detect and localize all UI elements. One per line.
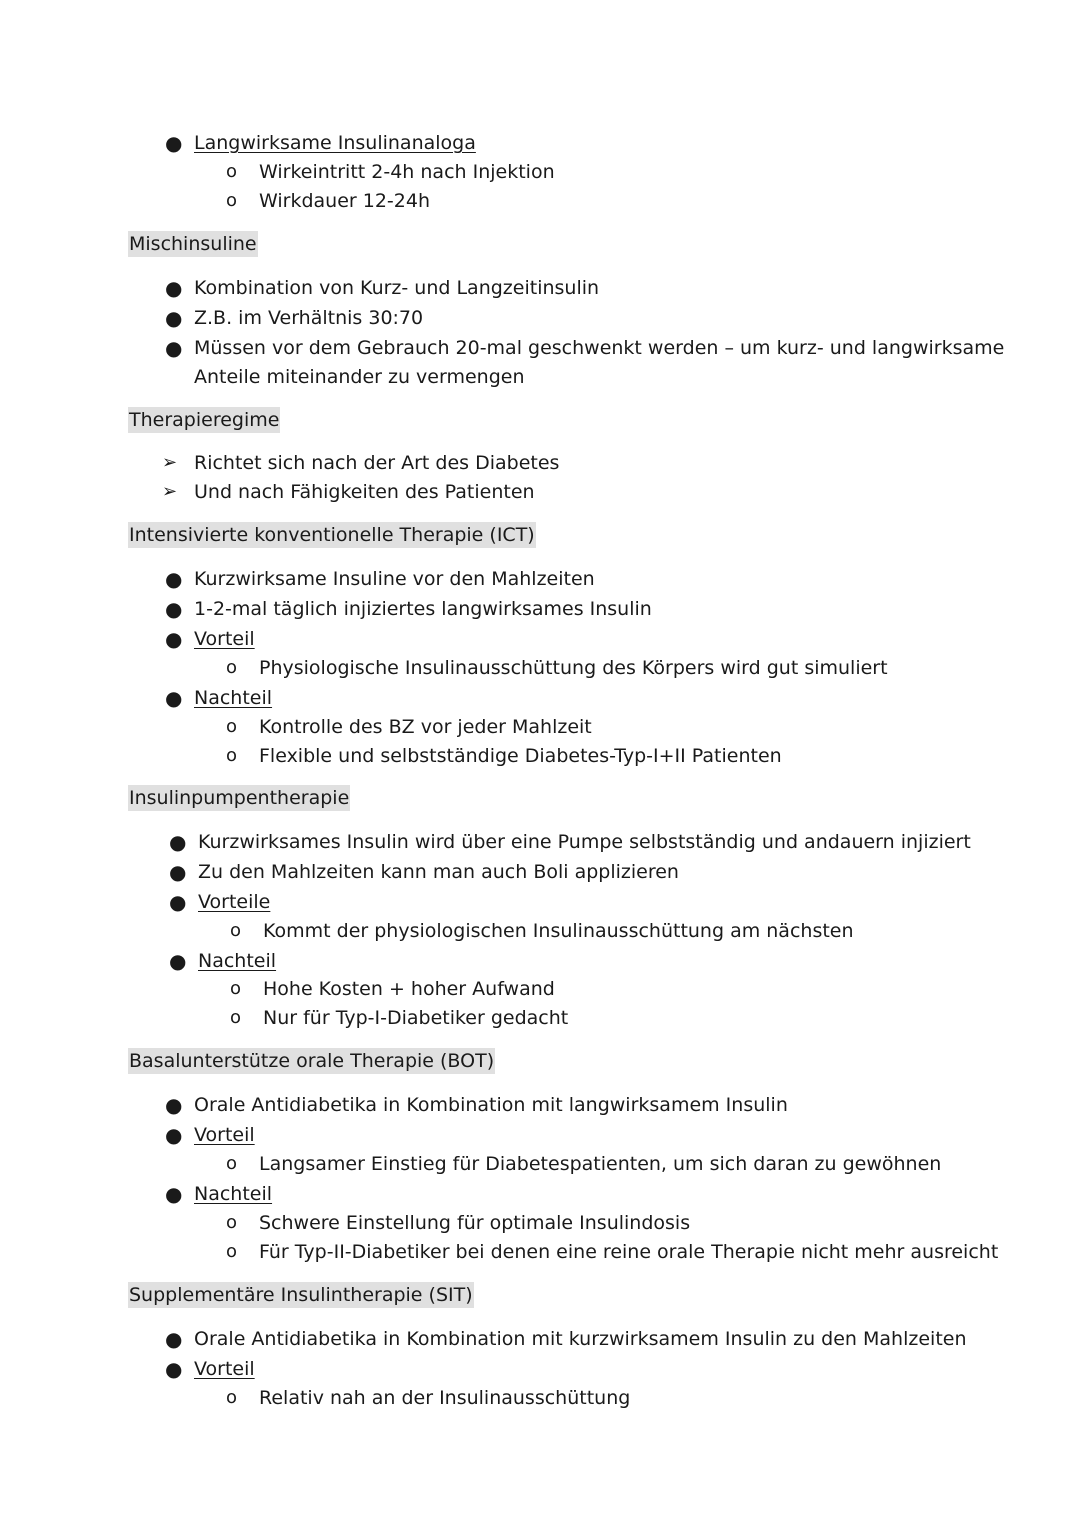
item-text: Orale Antidiabetika in Kombination mit kurzwirksamem Insulin zu den Mahlzeiten: [194, 1328, 967, 1350]
list-item: [165, 305, 424, 331]
item-text: Kurzwirksame Insuline vor den Mahlzeiten: [194, 568, 595, 590]
list-item: [230, 976, 555, 1002]
circle-bullet-icon: o: [226, 716, 238, 737]
list-item: [165, 566, 595, 592]
list-item: [162, 479, 535, 505]
section-heading-insulinpumpentherapie: Insulinpumpentherapie: [129, 787, 350, 809]
vorteil-label: Vorteil: [194, 1358, 255, 1380]
list-item: [226, 1239, 999, 1265]
circle-bullet-icon: o: [226, 745, 238, 766]
list-item: [165, 685, 273, 711]
item-text: Z.B. im Verhältnis 30:70: [194, 307, 424, 329]
arrow-bullet-icon: ➢: [162, 481, 178, 502]
item-text: Orale Antidiabetika in Kombination mit langwirksamem Insulin: [194, 1094, 788, 1116]
circle-bullet-icon: o: [226, 1241, 238, 1262]
item-text: Flexible und selbstständige Diabetes-Typ-I+II Patienten: [259, 745, 782, 767]
bullet-icon: ●: [165, 1123, 183, 1147]
item-text: Müssen vor dem Gebrauch 20-mal geschwenkt werden – um kurz- und langwirksame: [194, 337, 1005, 359]
list-item: [165, 626, 255, 652]
bullet-icon: ●: [165, 567, 183, 591]
bullet-icon: ●: [169, 949, 187, 973]
bullet-icon: ●: [165, 1357, 183, 1381]
circle-bullet-icon: o: [226, 1212, 238, 1233]
circle-bullet-icon: o: [230, 1007, 242, 1028]
list-item: [165, 1122, 255, 1148]
item-label: Langwirksame Insulinanaloga: [194, 132, 476, 154]
item-text: Wirkdauer 12-24h: [259, 190, 430, 212]
section-heading-sit: Supplementäre Insulintherapie (SIT): [129, 1284, 473, 1306]
item-text: Und nach Fähigkeiten des Patienten: [194, 481, 535, 503]
list-item: [226, 743, 782, 769]
item-text: Kurzwirksames Insulin wird über eine Pumpe selbstständig und andauern injiziert: [198, 831, 971, 853]
bullet-icon: ●: [165, 1327, 183, 1351]
item-text: 1-2-mal täglich injiziertes langwirksames Insulin: [194, 598, 652, 620]
list-item: [226, 1210, 691, 1236]
list-item: [169, 829, 971, 855]
vorteil-label: Vorteil: [194, 1124, 255, 1146]
vorteil-label: Vorteil: [194, 628, 255, 650]
item-text: Kontrolle des BZ vor jeder Mahlzeit: [259, 716, 592, 738]
vorteil-label: Vorteile: [198, 891, 271, 913]
item-text: Schwere Einstellung für optimale Insulindosis: [259, 1212, 691, 1234]
section-heading-mischinsuline: Mischinsuline: [129, 233, 257, 255]
list-item: [165, 596, 652, 622]
bullet-icon: ●: [165, 686, 183, 710]
nachteil-label: Nachteil: [198, 950, 277, 972]
circle-bullet-icon: o: [230, 978, 242, 999]
circle-bullet-icon: o: [226, 190, 238, 211]
list-item: [165, 275, 600, 301]
bullet-icon: ●: [165, 1182, 183, 1206]
bullet-icon: ●: [165, 627, 183, 651]
item-text: Kombination von Kurz- und Langzeitinsulin: [194, 277, 600, 299]
list-item: [165, 335, 1005, 361]
list-item: [230, 1005, 569, 1031]
circle-bullet-icon: o: [226, 1387, 238, 1408]
item-text: Physiologische Insulinausschüttung des Körpers wird gut simuliert: [259, 657, 888, 679]
bullet-icon: ●: [165, 131, 183, 155]
list-item: [169, 859, 679, 885]
item-text: Hohe Kosten + hoher Aufwand: [263, 978, 555, 1000]
circle-bullet-icon: o: [230, 920, 242, 941]
list-item: [162, 450, 560, 476]
list-item-continuation: Anteile miteinander zu vermengen: [194, 366, 525, 388]
list-item: [226, 159, 555, 185]
list-item: [165, 1092, 788, 1118]
bullet-icon: ●: [169, 830, 187, 854]
list-item: [226, 655, 888, 681]
bullet-icon: ●: [165, 1093, 183, 1117]
circle-bullet-icon: o: [226, 1153, 238, 1174]
list-item: [165, 1326, 967, 1352]
list-item: [165, 1181, 273, 1207]
item-text: Nur für Typ-I-Diabetiker gedacht: [263, 1007, 569, 1029]
list-item: [169, 889, 271, 915]
section-heading-therapieregime: Therapieregime: [129, 409, 280, 431]
section-heading-ict: Intensivierte konventionelle Therapie (ICT): [129, 524, 535, 546]
circle-bullet-icon: o: [226, 161, 238, 182]
bullet-icon: ●: [165, 306, 183, 330]
nachteil-label: Nachteil: [194, 687, 273, 709]
item-text: Langsamer Einstieg für Diabetespatienten, um sich daran zu gewöhnen: [259, 1153, 942, 1175]
list-item: [169, 948, 277, 974]
item-text: Richtet sich nach der Art des Diabetes: [194, 452, 560, 474]
list-item: [226, 1385, 631, 1411]
item-text: Wirkeintritt 2-4h nach Injektion: [259, 161, 555, 183]
list-item: [226, 188, 430, 214]
list-item: [165, 130, 476, 156]
bullet-icon: ●: [169, 860, 187, 884]
list-item: [165, 1356, 255, 1382]
arrow-bullet-icon: ➢: [162, 452, 178, 473]
bullet-icon: ●: [165, 597, 183, 621]
bullet-icon: ●: [169, 890, 187, 914]
list-item: [226, 1151, 942, 1177]
bullet-icon: ●: [165, 336, 183, 360]
circle-bullet-icon: o: [226, 657, 238, 678]
item-text: Für Typ-II-Diabetiker bei denen eine reine orale Therapie nicht mehr ausreicht: [259, 1241, 999, 1263]
nachteil-label: Nachteil: [194, 1183, 273, 1205]
list-item: [230, 918, 854, 944]
item-text: Zu den Mahlzeiten kann man auch Boli applizieren: [198, 861, 679, 883]
list-item: [226, 714, 592, 740]
item-text: Relativ nah an der Insulinausschüttung: [259, 1387, 631, 1409]
section-heading-bot: Basalunterstütze orale Therapie (BOT): [129, 1050, 495, 1072]
item-text: Kommt der physiologischen Insulinausschüttung am nächsten: [263, 920, 854, 942]
bullet-icon: ●: [165, 276, 183, 300]
